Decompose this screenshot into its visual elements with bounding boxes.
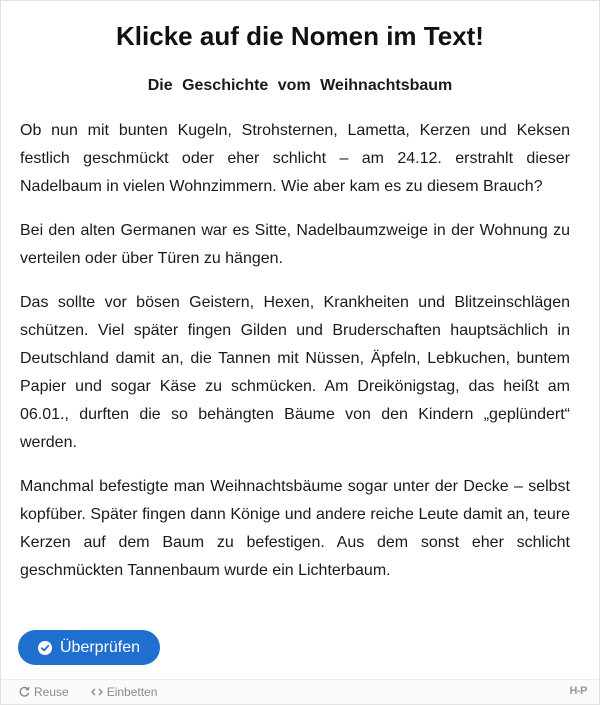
- story-title: Die Geschichte vom Weihnachtsbaum: [147, 77, 453, 94]
- check-button[interactable]: [18, 630, 160, 665]
- embed-link[interactable]: [91, 685, 158, 699]
- story-text: [20, 117, 570, 601]
- story-paragraph-4[interactable]: Manchmal befestigte man Weihnachtsbäume sogar unter der Decke – selbst kopfüber. Später fingen dann Könige und andere reiche Leute damit an, teure Kerzen auf dem Baum zu befestigen. Aus dem sonst eher schlicht geschmückten Tannenbaum wurde ein Lichterbaum.: [20, 478, 570, 579]
- embed-label: Einbetten: [106, 685, 158, 699]
- story-paragraph-3[interactable]: Das sollte vor bösen Geistern, Hexen, Krankheiten und Blitzeinschlägen schützen. Viel später fingen Gilden und Bruderschaften hauptsächlich in Deutschland damit an, die Tannen mit Nüssen, Äpfeln, Lebkuchen, buntem Papier und sogar Käse zu schmücken. Am Dreikönigstag, das heißt am 06.01., durften die so behängten Bäume von den Kindern „geplündert“ werden.: [20, 294, 570, 451]
- story-paragraph-2[interactable]: Bei den alten Germanen war es Sitte, Nadelbaumzweige in der Wohnung zu verteilen oder über Türen zu hängen.: [20, 222, 570, 267]
- h5p-logo[interactable]: H-P: [569, 685, 587, 697]
- reuse-label: Reuse: [34, 685, 69, 699]
- story-paragraph-1[interactable]: Ob nun mit bunten Kugeln, Strohsternen, Lametta, Kerzen und Keksen festlich geschmückt oder eher schlicht – am 24.12. erstrahlt dieser Nadelbaum in vielen Wohnzimmern. Wie aber kam es zu diesem Brauch?: [20, 122, 570, 195]
- reuse-icon: [18, 686, 30, 698]
- check-circle-icon: [38, 641, 52, 655]
- task-title: Klicke auf die Nomen im Text!: [116, 21, 484, 51]
- check-button-label: Überprüfen: [60, 638, 141, 656]
- footer-bar: [1, 679, 599, 704]
- code-icon: [91, 686, 103, 698]
- reuse-link[interactable]: [18, 685, 69, 699]
